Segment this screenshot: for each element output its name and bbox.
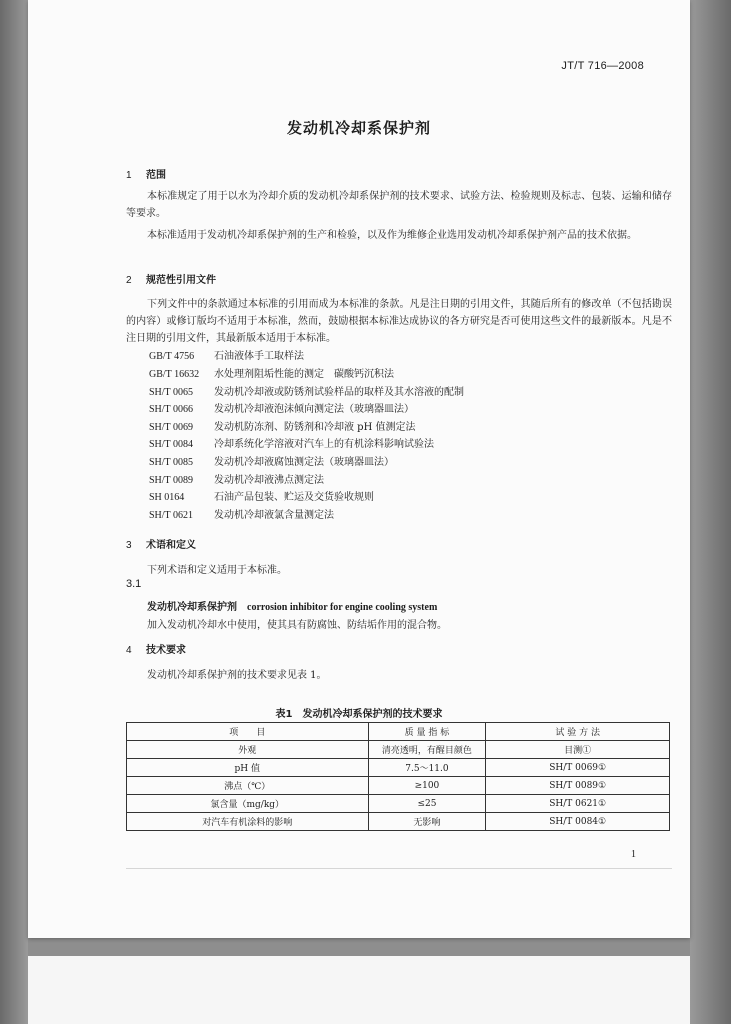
section-3-number: 3 (126, 540, 132, 551)
table-row (127, 795, 670, 813)
section-4-title: 技术要求 (146, 645, 186, 656)
table-cell: 目测① (486, 741, 670, 759)
ref-code: SH/T 0621 (149, 510, 193, 521)
section-2-title: 规范性引用文件 (146, 275, 216, 286)
viewer-scrollbar-track[interactable] (690, 0, 731, 1024)
ref-title: 发动机冷却液腐蚀测定法（玻璃器皿法） (214, 457, 394, 468)
table-header-row (127, 723, 670, 741)
table-cell: 氯含量（mg/kg） (127, 795, 369, 813)
ref-title: 发动机防冻剂、防锈剂和冷却液 pH 值测定法 (214, 422, 416, 433)
table-header-cell: 试 验 方 法 (486, 723, 670, 741)
ref-code: SH/T 0085 (149, 457, 193, 468)
table-cell: SH/T 0621① (486, 795, 670, 813)
ref-code: SH/T 0069 (149, 422, 193, 433)
section-4-heading (126, 641, 186, 656)
ref-item (149, 348, 304, 366)
ref-item (149, 507, 334, 525)
section-1-title: 范围 (146, 170, 166, 181)
table-row (127, 813, 670, 831)
table-cell: ≤25 (368, 795, 486, 813)
ref-item (149, 454, 394, 472)
viewer-left-margin (0, 0, 28, 1024)
section-1-para-2: 本标准适用于发动机冷却系保护剂的生产和检验，以及作为维修企业选用发动机冷却系保护剂产品的技术依据。 (147, 230, 637, 241)
ref-title: 石油产品包装、贮运及交货验收规则 (214, 492, 374, 503)
ref-title: 石油液体手工取样法 (214, 351, 304, 362)
standard-code: JT/T 716—2008 (561, 60, 644, 72)
ref-code: GB/T 4756 (149, 351, 195, 362)
table-row (127, 777, 670, 795)
ref-title: 冷却系统化学溶液对汽车上的有机涂料影响试验法 (214, 439, 434, 450)
table-cell: SH/T 0084① (486, 813, 670, 831)
section-3-title: 术语和定义 (146, 540, 196, 551)
section-1-number: 1 (126, 170, 132, 181)
table-cell: pH 值 (127, 759, 369, 777)
ref-item (149, 489, 374, 507)
section-4-number: 4 (126, 645, 132, 656)
table-cell: 外观 (127, 741, 369, 759)
ref-item (149, 401, 414, 419)
ref-title: 水处理剂阻垢性能的测定 碳酸钙沉积法 (214, 369, 394, 380)
section-3-heading (126, 536, 196, 551)
section-3-intro: 下列术语和定义适用于本标准。 (147, 565, 287, 576)
ref-title: 发动机冷却液沸点测定法 (214, 475, 324, 486)
requirements-table (126, 722, 670, 831)
table-caption: 表1 发动机冷却系保护剂的技术要求 (275, 709, 443, 720)
term-chinese: 发动机冷却系保护剂 (147, 602, 237, 613)
section-2-heading (126, 271, 216, 286)
table-header-cell: 质 量 指 标 (368, 723, 486, 741)
table-cell: 沸点（℃） (127, 777, 369, 795)
term-english: corrosion inhibitor for engine cooling system (247, 602, 438, 613)
page-title: 发动机冷却系保护剂 (286, 119, 431, 137)
ref-code: SH/T 0066 (149, 404, 193, 415)
next-page-preview (28, 956, 690, 1024)
document-page (28, 0, 690, 938)
ref-title: 发动机冷却液泡沫倾向测定法（玻璃器皿法） (214, 404, 414, 415)
ref-item (149, 472, 324, 490)
subsection-number: 3.1 (126, 578, 142, 590)
section-1-para-1: 本标准规定了用于以水为冷却介质的发动机冷却系保护剂的技术要求、试验方法、检验规则及标志、包装、运输和储存等要求。 (126, 191, 672, 219)
ref-code: SH/T 0065 (149, 387, 193, 398)
table-row (127, 759, 670, 777)
table-cell: 对汽车有机涂料的影响 (127, 813, 369, 831)
footer-rule (126, 868, 672, 869)
ref-title: 发动机冷却液或防锈剂试验样品的取样及其水溶液的配制 (214, 387, 464, 398)
table-cell: 清亮透明，有醒目颜色 (368, 741, 486, 759)
ref-item (149, 419, 415, 437)
table-cell: ≥100 (368, 777, 486, 795)
section-1-heading (126, 166, 166, 181)
section-2-intro: 下列文件中的条款通过本标准的引用而成为本标准的条款。凡是注日期的引用文件，其随后所有的修改单（不包括勘误的内容）或修订版均不适用于本标准，然而，鼓励根据本标准达成协议的各方研究是否可使用这些文件的最新版本。凡是不注日期的引用文件，其最新版本适用于本标准。 (126, 299, 672, 344)
term-entry (147, 598, 437, 613)
page-number: 1 (631, 849, 636, 860)
table-cell: SH/T 0069① (486, 759, 670, 777)
table-row (127, 741, 670, 759)
ref-code: SH/T 0089 (149, 475, 193, 486)
ref-item (149, 436, 434, 454)
table-header-cell: 项 目 (127, 723, 369, 741)
table-cell: 无影响 (368, 813, 486, 831)
table-cell: SH/T 0089① (486, 777, 670, 795)
term-definition: 加入发动机冷却水中使用，使其具有防腐蚀、防结垢作用的混合物。 (147, 620, 447, 631)
ref-code: SH 0164 (149, 492, 185, 503)
ref-item (149, 366, 394, 384)
section-2-number: 2 (126, 275, 132, 286)
ref-code: GB/T 16632 (149, 369, 200, 380)
table-cell: 7.5～11.0 (368, 759, 486, 777)
section-4-intro: 发动机冷却系保护剂的技术要求见表 1。 (147, 670, 327, 681)
ref-item (149, 384, 464, 402)
ref-title: 发动机冷却液氯含量测定法 (214, 510, 334, 521)
ref-code: SH/T 0084 (149, 439, 193, 450)
